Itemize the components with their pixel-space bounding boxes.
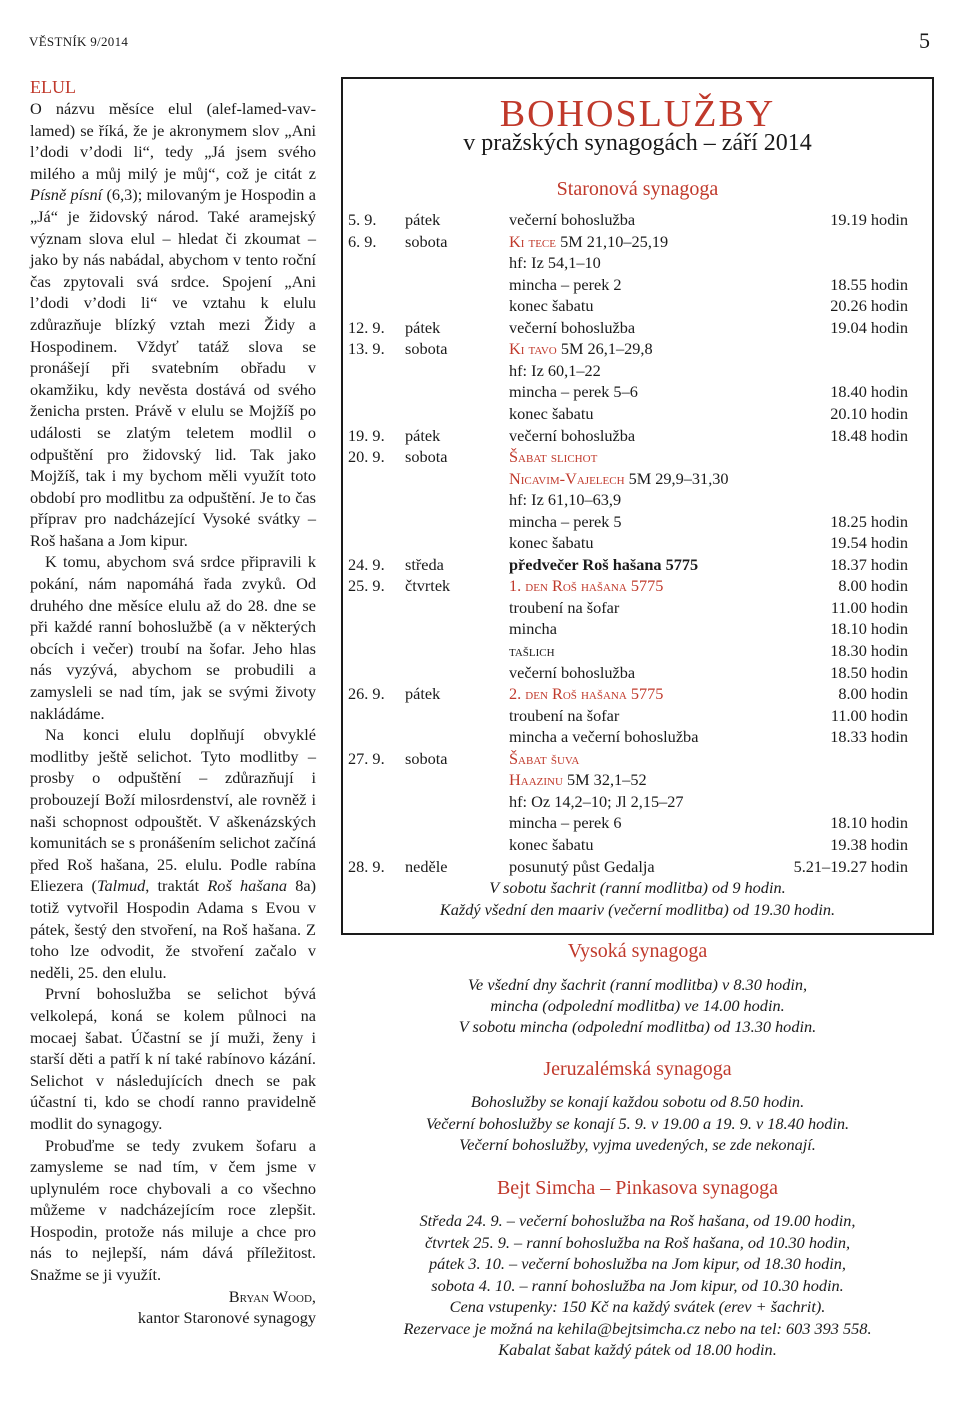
- schedule-day: pátek: [405, 425, 441, 445]
- schedule-row: [343, 317, 932, 339]
- schedule-description: [509, 834, 594, 856]
- schedule-description: [509, 748, 579, 770]
- schedule-time: 19.19 hodin: [830, 210, 908, 229]
- schedule-description-text: mincha a večerní bohoslužba: [509, 727, 699, 747]
- schedule-description: [509, 618, 557, 640]
- holiday-eve: předvečer Roš hašana 5775: [509, 554, 699, 574]
- schedule-description: [509, 317, 635, 339]
- schedule-description: [509, 403, 594, 425]
- schedule-description: [509, 575, 663, 597]
- schedule-day: pátek: [405, 210, 441, 229]
- schedule-row: [343, 231, 932, 253]
- schedule-description-text: troubení na šofar: [509, 597, 620, 617]
- schedule-date: 25. 9.: [348, 576, 385, 596]
- schedule-row: [343, 403, 932, 425]
- schedule-description-text: 5M 26,1–29,8: [556, 339, 653, 359]
- jeruzalemska-title: Jeruzalémská synagoga: [543, 1058, 732, 1080]
- vysoka-line-3: V sobotu mincha (odpolední modlitba) od 13.30 hodin.: [458, 1017, 817, 1036]
- schedule-day: sobota: [405, 447, 448, 467]
- schedule-time: 18.50 hodin: [830, 662, 908, 682]
- schedule-description-text: hf: Iz 54,1–10: [509, 253, 601, 273]
- bejt-line-2: čtvrtek 25. 9. – ranní bohoslužba na Roš hašana, od 10.30 hodin,: [424, 1233, 851, 1252]
- schedule-date: 28. 9.: [348, 856, 385, 876]
- schedule-row: [343, 338, 932, 360]
- article-author-role: kantor Staronové synagogy: [137, 1308, 316, 1328]
- schedule-row: [343, 791, 932, 813]
- schedule-row: [343, 705, 932, 727]
- parasha-name: Ki tece: [509, 231, 556, 251]
- article-paragraph-5: Probuďme se tedy zvukem šofaru a zamysleme se nad tím, v čem jsme v uplynulém roce chybovali a co všechno můžeme v nadcházejícím roce zlepšit. Hospodin, protože nás miluje a chce pro nás to nejlepší, nám dává příležitost. Snažme se ji využít.: [30, 1135, 316, 1285]
- schedule-time: 18.10 hodin: [830, 619, 908, 639]
- schedule-row: [343, 640, 932, 662]
- schedule-day: sobota: [405, 339, 448, 359]
- page-number: 5: [919, 28, 930, 53]
- schedule-description: [509, 231, 668, 253]
- bejt-line-7: Kabalat šabat každý pátek od 18.00 hodin.: [498, 1340, 777, 1359]
- parasha-name: 2. den Roš hašana 5775: [509, 684, 664, 704]
- schedule-time: 18.40 hodin: [830, 382, 908, 402]
- schedule-description: [509, 597, 619, 619]
- schedule-description: [509, 489, 621, 511]
- jeruzalemska-line-3: Večerní bohoslužby, vyjma uvedených, se zde nekonají.: [459, 1135, 816, 1154]
- services-box: [341, 77, 934, 935]
- jeruzalemska-line-1: Bohoslužby se konají každou sobotu od 8.50 hodin.: [470, 1092, 805, 1111]
- schedule-time: 11.00 hodin: [830, 705, 908, 725]
- schedule-time: 8.00 hodin: [838, 684, 908, 704]
- schedule-date: 27. 9.: [348, 748, 385, 768]
- schedule-row: [343, 446, 932, 468]
- schedule-description: [509, 640, 555, 662]
- schedule-description-text: večerní bohoslužba: [509, 317, 636, 337]
- schedule-row: [343, 274, 932, 296]
- schedule-description-text: posunutý půst Gedalja: [509, 856, 655, 876]
- schedule-description: [509, 769, 647, 791]
- schedule-row: [343, 618, 932, 640]
- article-paragraph-4: První bohoslužba se selichot bývá velkolepá, koná se kolem půlnoci na mocaej šabat. Účastní se jí muži, ženy i starší děti a patří k ní také rabínovo kázání. Selichot v následujících dnech se pak účastní ti, kdo se chodí ranno pravidelně modlit do synagogy.: [30, 984, 316, 1133]
- schedule-day: pátek: [405, 317, 441, 337]
- schedule-description-text: hf: Iz 61,10–63,9: [509, 490, 622, 510]
- article-paragraph-3: Na konci elulu doplňují obvyklé modlitby ještě selichot. Tyto modlitby – prosby o odpuštění – zdůrazňují i probouzejí Boží milosrdenství, ale rovněž i naši schopnost odpouštět. V aškenázských komunitách se s pronášením selichot začíná před Roš hašana, 25. elulu. Podle rabína Eliezera (Talmud, traktát Roš hašana 8a) totiž vytvořil Hospodin Adama s Evou v pátek, šestý den stvoření, na Roš hašana. Z toho lze odvodit, že stvoření začalo v neděli, 25. den elulu.: [30, 725, 317, 982]
- schedule-row: [343, 662, 932, 684]
- schedule-description: [509, 662, 635, 684]
- services-title: BOHOSLUŽBY: [499, 93, 776, 135]
- bejt-line-3: pátek 3. 10. – večerní bohoslužba na Jom kipur, od 18.30 hodin,: [429, 1254, 846, 1273]
- jeruzalemska-line-2: Večerní bohoslužby se konají 5. 9. v 19.00 a 19. 9. v 18.40 hodin.: [425, 1114, 850, 1133]
- header-left: VĚSTNÍK 9/2014: [29, 34, 129, 49]
- schedule-description-text: troubení na šofar: [509, 705, 620, 725]
- schedule-row: [343, 748, 932, 770]
- schedule-description-text: večerní bohoslužba: [509, 662, 636, 682]
- schedule-row: [343, 856, 932, 878]
- schedule-time: 18.33 hodin: [830, 727, 908, 747]
- schedule-time: 8.00 hodin: [838, 576, 908, 596]
- schedule-description-text: večerní bohoslužba: [509, 425, 636, 445]
- schedule-description: [509, 705, 619, 727]
- schedule-description-text: hf: Oz 14,2–10; Jl 2,15–27: [509, 791, 684, 811]
- schedule-time: 20.10 hodin: [830, 403, 908, 423]
- schedule-description-text: mincha – perek 6: [509, 813, 622, 833]
- schedule-day: sobota: [405, 748, 448, 768]
- schedule-description: [509, 252, 601, 274]
- schedule-row: [343, 834, 932, 856]
- article-paragraph-2: K tomu, abychom svá srdce připravili k pokání, nám napomáhá řada zvyků. Od druhého dne měsíce elulu až do 28. dne se při každé ranní bohoslužbě (a v některých obcích i večer) troubí na šofar. Jeho hlas nás vyzývá, abychom se probudili a zamysleli se nad tím, jak se svými životy nakládáme.: [30, 552, 316, 723]
- vysoka-line-2: mincha (odpolední modlitba) ve 14.00 hodin.: [490, 996, 785, 1015]
- schedule-time: 19.54 hodin: [830, 533, 908, 553]
- schedule-date: 13. 9.: [348, 339, 385, 359]
- vysoka-line-1: Ve všední dny šachrit (ranní modlitba) v 8.30 hodin,: [467, 975, 808, 994]
- schedule-day: pátek: [405, 684, 441, 704]
- schedule-description-text: mincha – perek 2: [509, 274, 622, 294]
- schedule-row: [343, 252, 932, 274]
- schedule-date: 19. 9.: [348, 425, 385, 445]
- schedule-description: [509, 209, 635, 231]
- bejt-line-4: sobota 4. 10. – ranní bohoslužba na Jom kipur, od 10.30 hodin.: [431, 1276, 844, 1295]
- schedule-description: [509, 274, 622, 296]
- schedule-description-text: mincha – perek 5: [509, 511, 622, 531]
- schedule-description-text: hf: Iz 60,1–22: [509, 360, 601, 380]
- article-elul: [30, 76, 316, 1329]
- parasha-name: Nicavim-Vajelech: [509, 468, 625, 488]
- schedule-row: [343, 683, 932, 705]
- schedule-description-text: konec šabatu: [509, 834, 594, 854]
- schedule-description: [509, 812, 622, 834]
- schedule-day: sobota: [405, 231, 448, 251]
- schedule-row: [343, 425, 932, 447]
- schedule-date: 24. 9.: [348, 554, 385, 574]
- schedule-description: [509, 338, 653, 360]
- schedule-row: [343, 360, 932, 382]
- schedule-time: 5.21–19.27 hodin: [793, 856, 908, 876]
- schedule-description: [509, 295, 594, 317]
- parasha-name: Šabat slichot: [509, 447, 598, 467]
- schedule-description: [509, 425, 635, 447]
- schedule-description: [509, 532, 594, 554]
- schedule-time: 20.26 hodin: [830, 296, 908, 316]
- schedule-description-text: 5M 21,10–25,19: [556, 231, 669, 251]
- services-subtitle: v pražských synagogách – září 2014: [463, 130, 812, 156]
- schedule-day: neděle: [405, 856, 448, 876]
- schedule-description: [509, 554, 698, 576]
- staronova-note-2: Každý všední den maariv (večerní modlitba) od 19.30 hodin.: [439, 900, 836, 919]
- schedule-description-text: 5M 29,9–31,30: [624, 468, 729, 488]
- schedule-row: [343, 597, 932, 619]
- schedule-row: [343, 812, 932, 834]
- schedule-description-text: 5M 32,1–52: [562, 770, 647, 790]
- schedule-time: 18.25 hodin: [830, 511, 908, 531]
- schedule-description-text: konec šabatu: [509, 296, 594, 316]
- schedule-row: [343, 554, 932, 576]
- schedule-row: [343, 575, 932, 597]
- schedule-time: 19.38 hodin: [830, 834, 908, 854]
- schedule-time: 18.10 hodin: [830, 813, 908, 833]
- schedule-description: [509, 446, 597, 468]
- schedule-time: 18.48 hodin: [830, 425, 908, 445]
- schedule-date: 12. 9.: [348, 317, 385, 337]
- bejt-title: Bejt Simcha – Pinkasova synagoga: [496, 1177, 779, 1199]
- parasha-name: 1. den Roš hašana 5775: [509, 576, 664, 596]
- schedule-date: 6. 9.: [348, 231, 377, 251]
- schedule-day: čtvrtek: [405, 576, 451, 596]
- schedule-description-text: konec šabatu: [509, 403, 594, 423]
- schedule-description-text: konec šabatu: [509, 533, 594, 553]
- schedule-row: [343, 381, 932, 403]
- schedule-row: [343, 209, 932, 231]
- schedule-day: středa: [405, 554, 444, 574]
- schedule-description: [509, 511, 622, 533]
- parasha-name: Haazinu: [509, 770, 563, 790]
- schedule-time: 19.04 hodin: [830, 317, 908, 337]
- schedule-row: [343, 769, 932, 791]
- schedule-description: [509, 726, 698, 748]
- staronova-title: Staronová synagoga: [556, 178, 719, 200]
- schedule-description: [509, 683, 663, 705]
- schedule-time: 18.30 hodin: [830, 641, 908, 660]
- schedule-date: 20. 9.: [348, 447, 385, 467]
- article-title: ELUL: [30, 77, 76, 97]
- schedule-row: [343, 532, 932, 554]
- article-paragraph-1: O názvu měsíce elul (alef-lamed-vav-lamed) se říká, že je akronymem slov „Ani l’dodi v’dodi li“, tedy „Já jsem svého milého a můj milý je můj“, což je citát z Písně písní (6,3); milovaným je Hospodin a „Já“ je židovský národ. Také aramejský význam slova elul – hledat či zkoumat – jako by nás nabádal, abychom v tento roční čas zpytovali svá srdce. Spojení „Ani l’dodi v’dodi li“ ve vztahu k elulu zdůrazňuje blízký vztah mezi Židy a Hospodinem. Vždyť tatáž slova se pronášejí při svatebním obřadu v okamžiku, kdy nevěsta dostává od svého ženicha prsten. Právě v elulu se Mojžíš po události se zlatým teletem modlil o odpuštění pro židovský lid. Tak jako Mojžíš, tak i my bychom měli využít toto období pro modlitbu za odpuštění. Je to čas příprav pro nadcházející Vysoké svátky – Roš hašana a Jom kipur.: [30, 99, 317, 550]
- schedule-description: [509, 856, 655, 878]
- parasha-name: Šabat šuva: [509, 748, 580, 768]
- article-author: Bryan Wood,: [228, 1286, 316, 1306]
- schedule-date: 5. 9.: [348, 210, 377, 229]
- schedule-time: 18.37 hodin: [830, 554, 908, 574]
- schedule-date: 26. 9.: [348, 684, 385, 704]
- schedule-description-text: mincha – perek 5–6: [509, 382, 638, 402]
- schedule-row: [343, 489, 932, 511]
- schedule-row: [343, 511, 932, 533]
- parasha-name: Ki tavo: [509, 339, 557, 359]
- vysoka-title: Vysoká synagoga: [567, 940, 708, 962]
- bejt-line-1: Středa 24. 9. – večerní bohoslužba na Roš hašana, od 19.00 hodin,: [419, 1211, 856, 1230]
- schedule-row: [343, 468, 932, 490]
- bejt-line-5: Cena vstupenky: 150 Kč na každý svátek (erev + šachrit).: [449, 1297, 826, 1316]
- schedule-description-text: večerní bohoslužba: [509, 210, 636, 229]
- bejt-line-6: Rezervace je možná na kehila@bejtsimcha.cz nebo na tel: 603 393 558.: [403, 1319, 872, 1338]
- staronova-note-1: V sobotu šachrit (ranní modlitba) od 9 hodin.: [489, 878, 786, 897]
- schedule-description: [509, 360, 601, 382]
- schedule-time: 11.00 hodin: [830, 597, 908, 617]
- schedule-row: [343, 295, 932, 317]
- schedule-description-text: mincha: [509, 619, 557, 639]
- schedule-description: [509, 791, 684, 813]
- schedule-description: [509, 468, 729, 490]
- schedule-time: 18.55 hodin: [830, 274, 908, 294]
- tashlich-label: tašlich: [509, 641, 555, 660]
- schedule-description: [509, 381, 638, 403]
- schedule-row: [343, 726, 932, 748]
